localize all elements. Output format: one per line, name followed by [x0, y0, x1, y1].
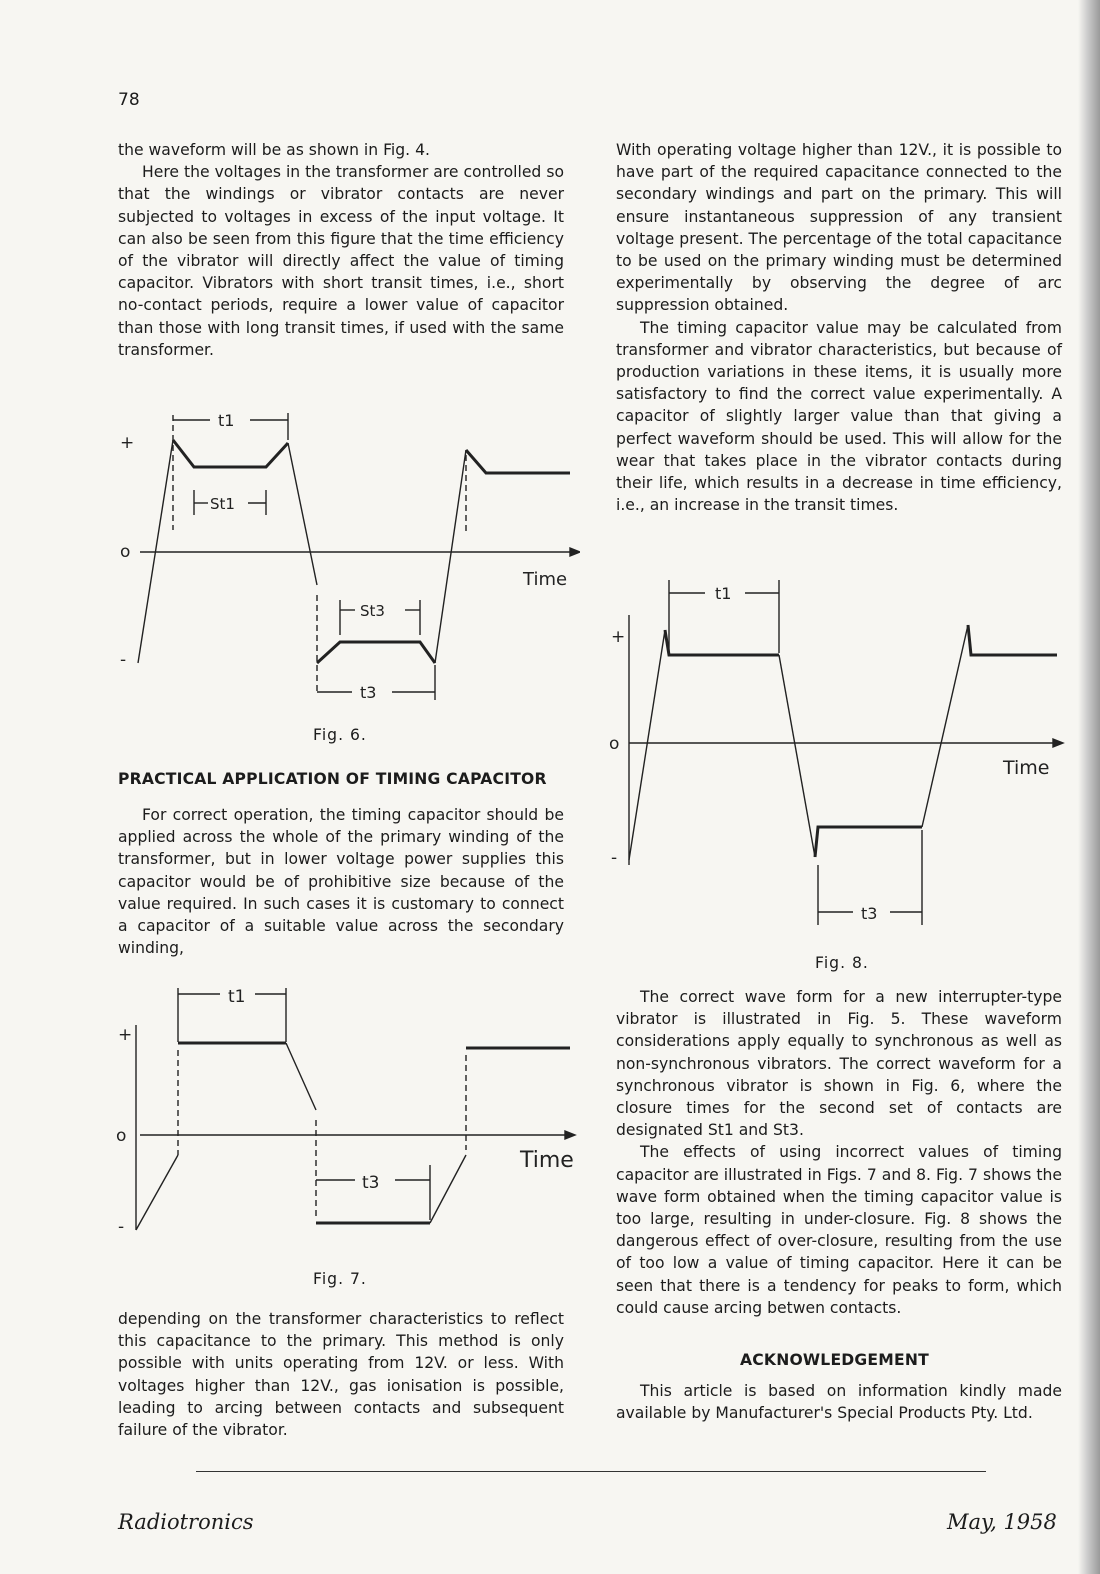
left-column-bottom: [118, 1308, 564, 1441]
fig7-t1-label: t1: [228, 987, 246, 1007]
fig6-minus-label: -: [120, 650, 127, 670]
fig8-caption: Fig. 8.: [815, 954, 869, 972]
fig6-bottom-1: [317, 642, 435, 663]
fig7-zero-label: o: [116, 1126, 127, 1146]
fig7-rise-2: [430, 1155, 466, 1223]
right-column-bottom: [616, 986, 1062, 1319]
footer-publication: Radiotronics: [118, 1510, 254, 1534]
fig8-waveform: [605, 575, 1070, 945]
heading-acknowledgement: ACKNOWLEDGEMENT: [740, 1351, 929, 1369]
fig7-t3-label: t3: [362, 1173, 380, 1193]
fig8-fall-1: [779, 655, 815, 857]
footer-date: May, 1958: [947, 1510, 1057, 1534]
fig8-zero-label: o: [609, 734, 620, 754]
para-operating-voltage: With operating voltage higher than 12V., it is possible to have part of the required capacitance connected to the secondary windings and part on the primary. This will ensure instantaneous suppression of any transient voltage present. The percentage of the total capacitance to be used on the primary winding must be determined experimentally by observing the degree of arc suppression obtained.: [616, 141, 1062, 315]
fig7-rise-1: [136, 1155, 178, 1230]
fig8-axis-arrow: [1053, 739, 1063, 747]
fig8-minus-label: -: [611, 848, 618, 868]
fig8-t3-label: t3: [861, 904, 878, 923]
fig8-rise-2: [922, 625, 968, 827]
fig6-st1-label: St1: [210, 495, 235, 513]
fig8-t1-label: t1: [715, 584, 732, 603]
page-edge-shadow: [1078, 0, 1100, 1574]
heading-practical-application: PRACTICAL APPLICATION OF TIMING CAPACITOR: [118, 770, 547, 788]
fig6-zero-label: o: [120, 542, 131, 562]
para-continuation: the waveform will be as shown in Fig. 4.: [118, 141, 430, 159]
fig8-top-1: [665, 630, 779, 655]
fig7-minus-label: -: [118, 1217, 125, 1237]
fig6-fall-1: [288, 443, 317, 585]
right-column-ack: [616, 1380, 1062, 1424]
fig6-waveform: [110, 395, 580, 715]
fig7-waveform: [110, 980, 580, 1260]
fig6-st3-label: St3: [360, 602, 385, 620]
page-number: 78: [118, 90, 140, 110]
para-acknowledgement: This article is based on information kindly made available by Manufacturer's Special Products Pty. Ltd.: [616, 1382, 1062, 1423]
para-incorrect-values: The effects of using incorrect values of timing capacitor are illustrated in Figs. 7 and 8. Fig. 7 shows the wave form obtained when the timing capacitor value is too large, resulting in under-closure. Fig. 8 shows the dangerous effect of over-closure, resulting from the use of too low a value of timing capacitor. Here it can be seen that there is a tendency for peaks to form, which could cause arcing betwen contacts.: [616, 1143, 1062, 1317]
para-transformer-characteristics: depending on the transformer characteristics to reflect this capacitance to the primary. This method is only possible with units operating from 12V. or less. With voltages higher than 12V., gas ionisation is possible, leading to arcing between contacts and subsequent failure of the vibrator.: [118, 1310, 564, 1440]
para-transformer-voltages: Here the voltages in the transformer are controlled so that the windings or vibrator contacts are never subjected to voltages in excess of the input voltage. It can also be seen from this figure that the time efficiency of the vibrator will directly affect the value of timing capacitor. Vibrators with short transit times, i.e., short no-contact periods, require a lower value of capacitor than those with long transit times, if used with the same transformer.: [118, 163, 564, 359]
fig8-rise-1: [629, 630, 665, 860]
fig7-plus-label: +: [118, 1025, 133, 1045]
left-column-top: [118, 139, 564, 361]
fig8-top-2: [968, 625, 1057, 655]
footer-rule: [196, 1471, 986, 1472]
fig6-top-2: [466, 450, 570, 473]
fig8-plus-label: +: [611, 627, 626, 647]
fig6-axis-arrow: [570, 548, 580, 556]
fig6-t3-label: t3: [360, 683, 377, 702]
fig6-time-label: Time: [523, 569, 568, 590]
right-column-top: [616, 139, 1062, 516]
para-correct-wave-form: The correct wave form for a new interrupter-type vibrator is illustrated in Fig. 5. These waveform considerations apply equally to synchronous as well as non-synchronous vibrators. The correct waveform for a synchronous vibrator is shown in Fig. 6, where the closure times for the second set of contacts are designated St1 and St3.: [616, 988, 1062, 1140]
fig6-plus-label: +: [120, 433, 135, 453]
fig7-caption: Fig. 7.: [313, 1270, 367, 1288]
para-timing-value: The timing capacitor value may be calculated from transformer and vibrator characteristics, but because of production variations in these items, it is usually more satisfactory to find the correct value experimentally. A capacitor of slightly larger value than that giving a perfect waveform should be used. This will allow for the wear that takes place in the vibrator contacts during their life, which results in a decrease in time efficiency, i.e., an increase in the transit times.: [616, 318, 1062, 515]
fig6-top-1: [173, 440, 288, 467]
fig8-time-label: Time: [1003, 757, 1050, 779]
fig6-rise-2: [435, 450, 466, 663]
fig6-t1-label: t1: [218, 411, 235, 430]
fig7-axis-arrow: [565, 1131, 575, 1139]
fig7-time-label: Time: [520, 1148, 574, 1173]
para-correct-operation: For correct operation, the timing capacitor should be applied across the whole of the primary winding of the transformer, but in lower voltage power supplies this capacitor would be of prohibitive size because of the value required. In such cases it is customary to connect a capacitor of a suitable value across the secondary winding,: [118, 806, 564, 958]
fig7-fall-1: [286, 1043, 316, 1110]
fig6-caption: Fig. 6.: [313, 726, 367, 744]
left-column-middle: [118, 804, 564, 959]
fig8-bottom-1: [815, 827, 922, 857]
